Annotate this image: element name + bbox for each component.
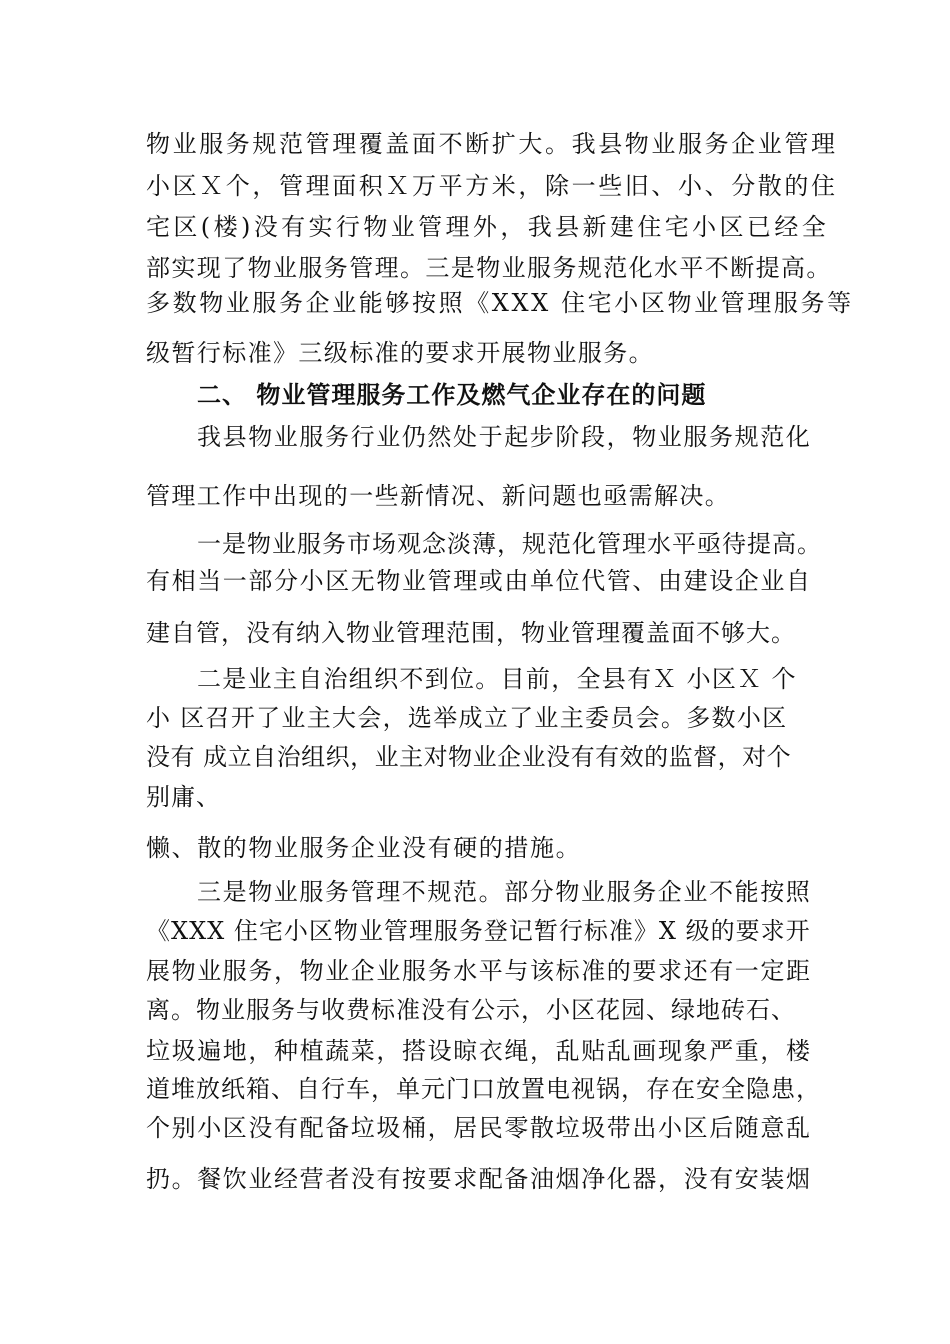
paragraph-line: 部实现了物业服务管理。三是物业服务规范化水平不断提高。 xyxy=(146,254,832,282)
paragraph-line: 道堆放纸箱、自行车，单元门口放置电视锅，存在安全隐患， xyxy=(146,1075,821,1103)
paragraph-line: 垃圾遍地，种植蔬菜，搭设晾衣绳，乱贴乱画现象严重，楼 xyxy=(146,1037,812,1065)
paragraph-line: 一是物业服务市场观念淡薄，规范化管理水平亟待提高。 xyxy=(197,530,822,558)
paragraph-line: 宅区(楼)没有实行物业管理外，我县新建住宅小区已经全 xyxy=(146,213,830,241)
paragraph-line: 扔。餐饮业经营者没有按要求配备油烟净化器，没有安装烟 xyxy=(146,1165,812,1193)
paragraph-line: 小 区召开了业主大会，选举成立了业主委员会。多数小区 xyxy=(146,704,788,732)
paragraph-line: 小区Ｘ个，管理面积Ｘ万平方米，除一些旧、小、分散的住 xyxy=(146,172,838,200)
paragraph-line: 建自管，没有纳入物业管理范围，物业管理覆盖面不够大。 xyxy=(146,619,796,647)
paragraph-line: 别庸、 xyxy=(146,783,221,811)
paragraph-line: 三是物业服务管理不规范。部分物业服务企业不能按照 xyxy=(197,878,812,906)
paragraph-line: 多数物业服务企业能够按照《XXX 住宅小区物业管理服务等 xyxy=(146,289,854,317)
paragraph-line: 我县物业服务行业仍然处于起步阶段，物业服务规范化 xyxy=(197,423,812,451)
section-heading: 二、 物业管理服务工作及燃气企业存在的问题 xyxy=(197,381,707,409)
paragraph-line: 物业服务规范管理覆盖面不断扩大。我县物业服务企业管理 xyxy=(146,130,838,158)
paragraph-line: 个别小区没有配备垃圾桶，居民零散垃圾带出小区后随意乱 xyxy=(146,1114,812,1142)
paragraph-line: 展物业服务，物业企业服务水平与该标准的要求还有一定距 xyxy=(146,957,812,985)
paragraph-line: 《XXX 住宅小区物业管理服务登记暂行标准》X 级的要求开 xyxy=(146,917,811,945)
paragraph-line: 二是业主自治组织不到位。目前，全县有Ｘ 小区Ｘ 个 xyxy=(197,665,797,693)
paragraph-line: 管理工作中出现的一些新情况、新问题也亟需解决。 xyxy=(146,482,731,510)
paragraph-line: 有相当一部分小区无物业管理或由单位代管、由建设企业自 xyxy=(146,567,812,595)
paragraph-line: 级暂行标准》三级标准的要求开展物业服务。 xyxy=(146,339,654,367)
paragraph-line: 离。物业服务与收费标准没有公示，小区花园、绿地砖石、 xyxy=(146,996,796,1024)
paragraph-line: 没有 成立自治组织，业主对物业企业没有有效的监督，对个 xyxy=(146,743,792,771)
paragraph-line: 懒、散的物业服务企业没有硬的措施。 xyxy=(146,834,582,862)
